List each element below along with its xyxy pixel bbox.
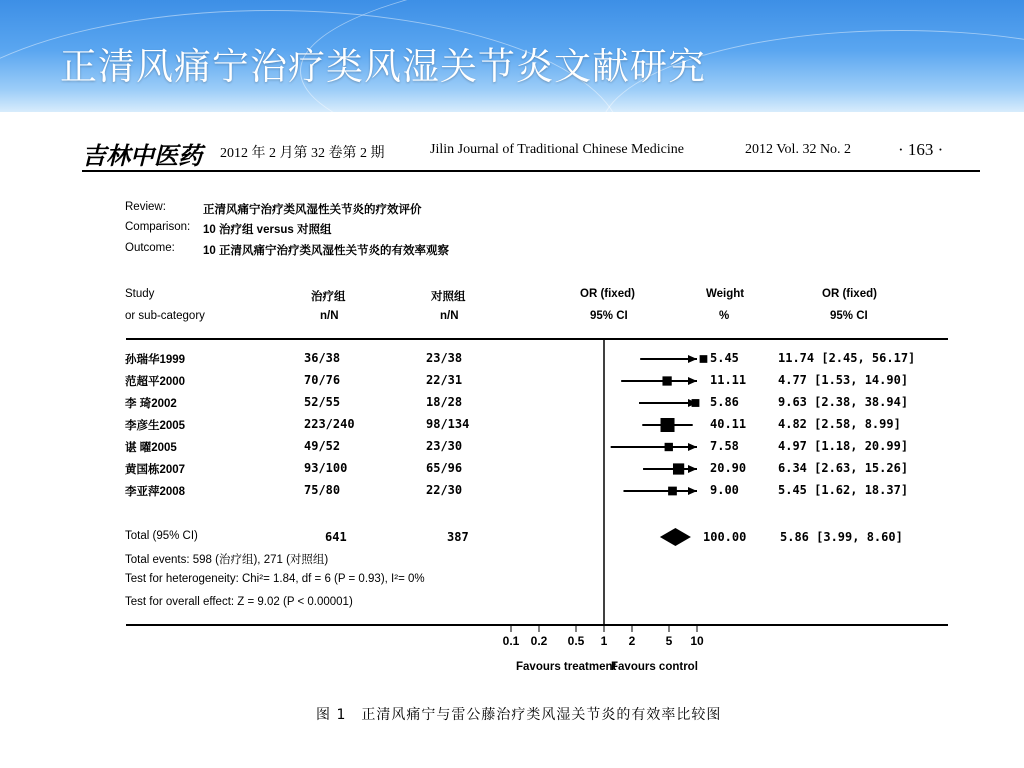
outcome-label: Outcome:: [125, 242, 175, 254]
study-label-4: 谌 曜2005: [125, 442, 177, 454]
treatment-events-6: 75/80: [304, 483, 341, 497]
comparison-value: 10 治疗组 versus 对照组: [203, 224, 332, 236]
treatment-events-1: 70/76: [304, 373, 341, 387]
x-tick-label-2: 0.5: [567, 634, 585, 648]
treatment-events-2: 52/55: [304, 395, 341, 409]
col-or-1: OR (fixed): [822, 288, 877, 300]
point-estimate-1: [662, 376, 671, 385]
study-label-0: 孙瑞华1999: [125, 354, 186, 366]
col-control-1: 对照组: [431, 291, 466, 303]
review-value: 正清风痛宁治疗类风湿性关节炎的疗效评价: [203, 204, 422, 216]
total-label: Total (95% CI): [125, 530, 198, 542]
or-ci-value-4: 4.97 [1.18, 20.99]: [778, 439, 909, 453]
point-estimate-2: [692, 399, 700, 407]
col-or-plot-1: OR (fixed): [580, 288, 635, 300]
col-treatment-1: 治疗组: [311, 291, 346, 303]
total-control: 387: [447, 530, 469, 544]
col-treatment-2: n/N: [320, 310, 339, 322]
point-estimate-0: [700, 355, 708, 363]
ci-arrow-5: [688, 465, 697, 473]
ci-arrow-6: [688, 487, 697, 495]
control-events-6: 22/30: [426, 483, 463, 497]
or-ci-value-3: 4.82 [2.58, 8.99]: [778, 417, 901, 431]
total-or: 5.86 [3.99, 8.60]: [780, 530, 903, 544]
weight-value-5: 20.90: [710, 461, 747, 475]
point-estimate-3: [661, 418, 675, 432]
weight-value-3: 40.11: [710, 417, 747, 431]
or-ci-value-0: 11.74 [2.45, 56.17]: [778, 351, 916, 365]
journal-issue-cn: 2012 年 2 月第 32 卷第 2 期: [220, 146, 385, 161]
journal-issue-en: 2012 Vol. 32 No. 2: [745, 142, 852, 157]
ci-arrow-1: [688, 377, 697, 385]
control-events-2: 18/28: [426, 395, 463, 409]
treatment-events-5: 93/100: [304, 461, 348, 475]
control-events-3: 98/134: [426, 417, 470, 431]
col-or-2: 95% CI: [830, 310, 868, 322]
review-label: Review:: [125, 201, 166, 213]
overall-effect-test: Test for overall effect: Z = 9.02 (P < 0.00001): [125, 596, 353, 608]
control-events-0: 23/38: [426, 351, 463, 365]
journal-name-en: Jilin Journal of Traditional Chinese Medicine: [430, 142, 684, 157]
figure-caption: 图 1 正清风痛宁与雷公藤治疗类风湿关节炎的有效率比较图: [316, 707, 722, 723]
ci-arrow-4: [688, 443, 697, 451]
control-events-4: 23/30: [426, 439, 463, 453]
comparison-label: Comparison:: [125, 221, 191, 233]
weight-value-6: 9.00: [710, 483, 739, 497]
study-label-1: 范超平2000: [125, 376, 186, 388]
or-ci-value-5: 6.34 [2.63, 15.26]: [778, 461, 909, 475]
or-ci-value-6: 5.45 [1.62, 18.37]: [778, 483, 909, 497]
favours-treatment-label: Favours treatment: [516, 661, 617, 673]
x-tick-label-1: 0.2: [530, 634, 548, 648]
or-ci-value-2: 9.63 [2.38, 38.94]: [778, 395, 909, 409]
total-weight: 100.00: [703, 530, 747, 544]
weight-value-4: 7.58: [710, 439, 739, 453]
outcome-value: 10 正清风痛宁治疗类风湿性关节炎的有效率观察: [203, 245, 449, 257]
weight-value-1: 11.11: [710, 373, 747, 387]
control-events-1: 22/31: [426, 373, 463, 387]
treatment-events-4: 49/52: [304, 439, 341, 453]
pooled-diamond: [660, 528, 691, 546]
study-label-5: 黄国栋2007: [125, 464, 186, 476]
col-study-2: or sub-category: [125, 310, 205, 322]
slide-title: 正清风痛宁治疗类风湿关节炎文献研究: [60, 45, 706, 88]
col-control-2: n/N: [440, 310, 459, 322]
col-weight-2: %: [719, 310, 730, 322]
weight-value-2: 5.86: [710, 395, 739, 409]
treatment-events-0: 36/38: [304, 351, 341, 365]
or-ci-value-1: 4.77 [1.53, 14.90]: [778, 373, 909, 387]
journal-logo: 吉林中医药: [82, 141, 202, 170]
study-label-3: 李彦生2005: [125, 420, 186, 432]
favours-control-label: Favours control: [611, 661, 698, 673]
x-tick-label-4: 2: [628, 634, 636, 648]
weight-value-0: 5.45: [710, 351, 739, 365]
x-tick-label-5: 5: [665, 634, 673, 648]
point-estimate-4: [665, 443, 673, 451]
heterogeneity-test: Test for heterogeneity: Chi²= 1.84, df = 6 (P = 0.93), I²= 0%: [125, 573, 425, 585]
col-study-1: Study: [125, 288, 155, 300]
ci-arrow-0: [688, 355, 697, 363]
col-weight-1: Weight: [706, 288, 745, 300]
journal-page: · 163 ·: [898, 140, 944, 159]
study-label-2: 李 琦2002: [125, 398, 177, 410]
x-tick-label-0: 0.1: [502, 634, 520, 648]
total-events: Total events: 598 (治疗组), 271 (对照组): [125, 554, 329, 566]
total-treatment: 641: [325, 530, 347, 544]
point-estimate-6: [668, 487, 677, 496]
x-tick-label-6: 10: [690, 634, 704, 648]
treatment-events-3: 223/240: [304, 417, 355, 431]
x-tick-label-3: 1: [600, 634, 608, 648]
study-label-6: 李亚萍2008: [125, 486, 186, 498]
col-or-plot-2: 95% CI: [590, 310, 628, 322]
control-events-5: 65/96: [426, 461, 463, 475]
point-estimate-5: [673, 463, 684, 474]
